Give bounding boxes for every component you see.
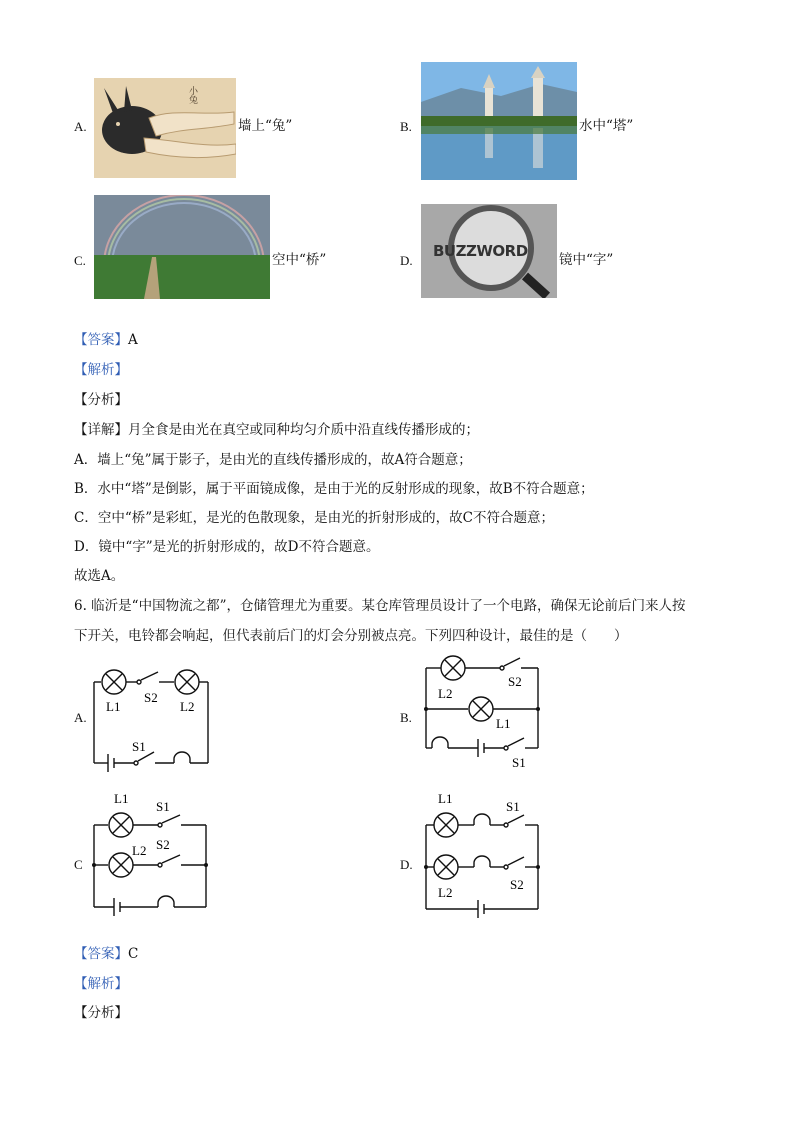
image-text-buzzword: BUZZWORD [433, 242, 528, 260]
option-c-caption: 空中“桥” [272, 252, 327, 268]
circuit-a-l1: L1 [106, 699, 121, 714]
option-d-letter: D. [400, 253, 413, 268]
circuit-c-l2: L2 [132, 843, 147, 858]
detail-option-b: B．水中“塔”是倒影，属于平面镜成像，是由于光的反射形成的现象，故B不符合题意； [74, 481, 594, 497]
image-caption-text: 小兔 [187, 86, 197, 104]
circuit-d-s2: S2 [510, 877, 524, 892]
answer-2-line [74, 945, 138, 963]
rainbow-field-illustration [94, 195, 270, 299]
option-d-caption: 镜中“字” [559, 252, 614, 268]
option-a-caption: 墙上“兔” [238, 118, 293, 134]
circuit-d-diagram [420, 785, 550, 920]
fenxi-tag: 【分析】 [74, 392, 128, 408]
circuit-c-diagram [88, 785, 218, 920]
detail-line [74, 421, 479, 439]
question-6-line1: 6. 临沂是“中国物流之都”，仓储管理尤为重要。某仓库管理员设计了一个电路，确保无论前后门来人按 [74, 598, 686, 614]
circuit-c-l1: L1 [114, 791, 129, 806]
circuit-a-s1: S1 [132, 739, 146, 754]
circuit-c-s1: S1 [156, 799, 170, 814]
detail-option-c: C．空中“桥”是彩虹，是光的色散现象，是由光的折射形成的，故C不符合题意； [74, 510, 554, 526]
magnifier-image [421, 204, 557, 298]
detail-tag: 【详解】 [74, 422, 128, 438]
circuit-a-s2: S2 [144, 690, 158, 705]
answer-line [74, 331, 138, 349]
question-6-line2: 下开关，电铃都会响起，但代表前后门的灯会分别被点亮。下列四种设计，最佳的是（ ） [74, 628, 628, 644]
circuit-b-letter: B. [400, 710, 412, 725]
pagoda-reflection-image [421, 62, 577, 180]
circuit-a-diagram [88, 660, 218, 775]
jiexi-2-tag: 【解析】 [74, 976, 128, 992]
circuit-a-l2: L2 [180, 699, 195, 714]
conclusion: 故选A。 [74, 568, 125, 584]
detail-text: 月全食是由光在真空或同种均匀介质中沿直线传播形成的； [128, 422, 479, 438]
answer-2-tag: 【答案】 [74, 946, 128, 962]
jiexi-tag: 【解析】 [74, 362, 128, 378]
circuit-c-letter: C [74, 857, 83, 872]
circuit-b-diagram [420, 652, 550, 772]
circuit-b-s1: S1 [512, 755, 526, 770]
circuit-a-letter: A. [74, 710, 87, 725]
circuit-d-letter: D. [400, 857, 413, 872]
option-b-caption: 水中“塔” [579, 118, 634, 134]
detail-option-a: A．墙上“兔”属于影子，是由光的直线传播形成的，故A符合题意； [74, 452, 472, 468]
circuit-b-l2: L2 [438, 686, 453, 701]
pagoda-lake-illustration [421, 62, 577, 180]
fenxi-2-tag: 【分析】 [74, 1005, 128, 1021]
answer-tag: 【答案】 [74, 332, 128, 348]
answer-2-value: C [128, 946, 139, 962]
option-c-letter: C. [74, 253, 86, 268]
detail-option-d: D．镜中“字”是光的折射形成的，故D不符合题意。 [74, 539, 380, 555]
option-b-letter: B. [400, 119, 412, 134]
circuit-d-s1: S1 [506, 799, 520, 814]
circuit-b-l1: L1 [496, 716, 511, 731]
circuit-b-s2: S2 [508, 674, 522, 689]
circuit-c-s2: S2 [156, 837, 170, 852]
shadow-rabbit-illustration [94, 78, 236, 178]
circuit-d-l2: L2 [438, 885, 453, 900]
shadow-rabbit-image [94, 78, 236, 178]
rainbow-image [94, 195, 270, 299]
circuit-d-l1: L1 [438, 791, 453, 806]
option-a-letter: A. [74, 119, 87, 134]
answer-value: A [128, 332, 138, 348]
